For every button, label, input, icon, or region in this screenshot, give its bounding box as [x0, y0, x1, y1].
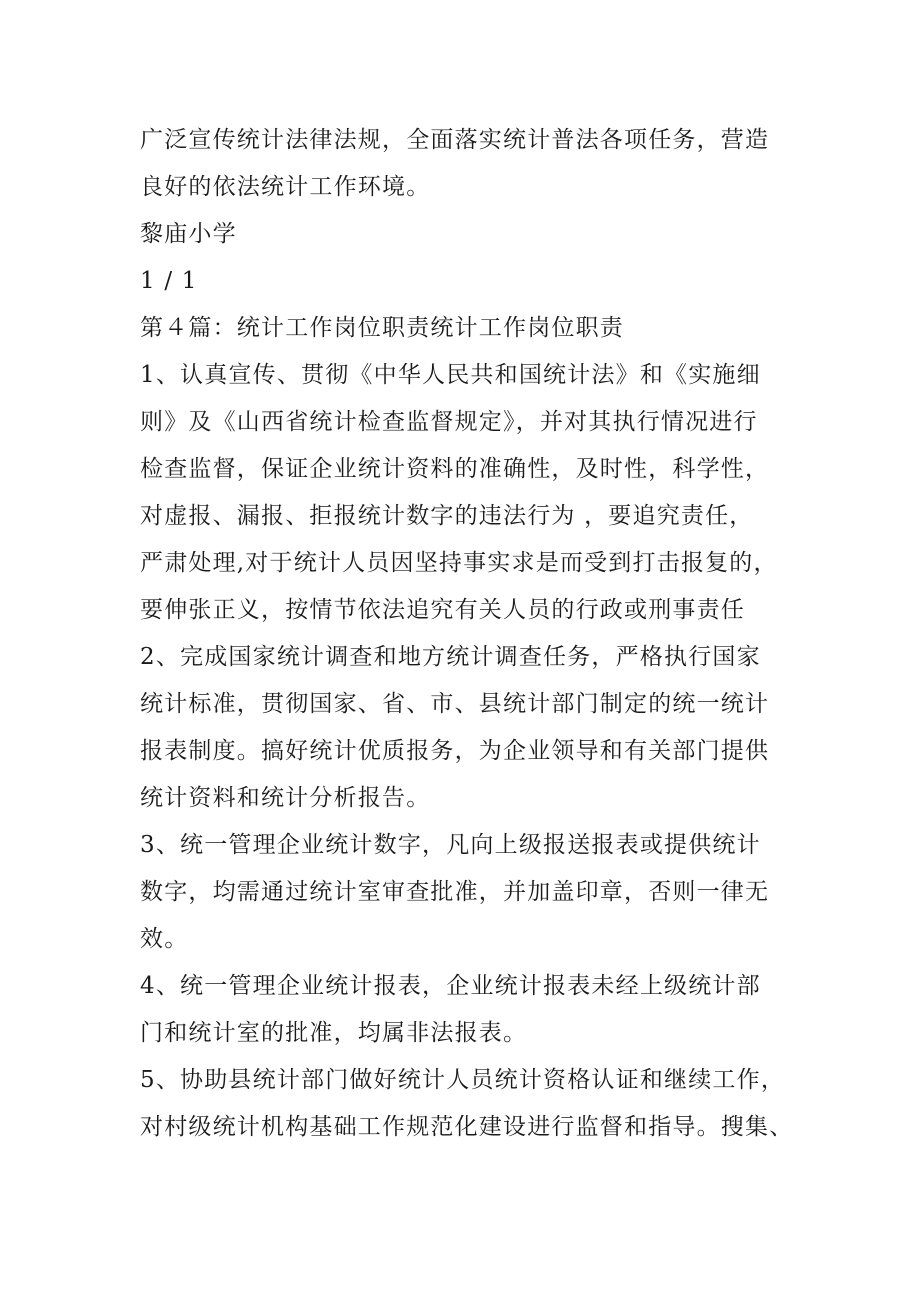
- text-line: 严肃处理,对于统计人员因坚持事实求是而受到打击报复的，: [140, 550, 778, 576]
- text-line: 4、统一管理企业统计报表，企业统计报表未经上级统计部: [140, 973, 761, 999]
- text-line: 则》及《山西省统计检查监督规定》，并对其执行情况进行: [140, 409, 758, 435]
- school-name: 黎庙小学: [140, 221, 237, 247]
- document-body: [140, 117, 820, 1151]
- text-line: 效。: [140, 926, 189, 952]
- page-number: 1 / 1: [140, 268, 198, 294]
- text-line: 广泛宣传统计法律法规，全面落实统计普法各项任务，营造: [140, 127, 770, 153]
- text-line: 对虚报、漏报、拒报统计数字的违法行为 ，要追究责任，: [140, 503, 754, 529]
- text-line: 良好的依法统计工作环境。: [140, 174, 431, 200]
- text-line: 统计标准，贯彻国家、省、市、县统计部门制定的统一统计: [140, 691, 770, 717]
- text-line: 统计资料和统计分析报告。: [140, 785, 431, 811]
- text-line: 2、完成国家统计调查和地方统计调查任务，严格执行国家: [140, 644, 761, 670]
- text-line: 对村级统计机构基础工作规范化建设进行监督和指导。搜集、: [140, 1114, 794, 1140]
- text-line: 3、统一管理企业统计数字，凡向上级报送报表或提供统计: [140, 832, 761, 858]
- text-line: 门和统计室的批准，均属非法报表。: [140, 1020, 528, 1046]
- text-line: 要伸张正义，按情节依法追究有关人员的行政或刑事责任: [140, 597, 745, 623]
- text-line: 5、协助县统计部门做好统计人员统计资格认证和继续工作，: [140, 1067, 786, 1093]
- section-heading: 第４篇：统计工作岗位职责统计工作岗位职责: [140, 315, 624, 341]
- text-line: 报表制度。搞好统计优质报务，为企业领导和有关部门提供: [140, 738, 770, 764]
- text-line: 检查监督，保证企业统计资料的准确性，及时性，科学性，: [140, 456, 770, 482]
- text-line: 数字，均需通过统计室审查批准，并加盖印章，否则一律无: [140, 879, 770, 905]
- text-line: 1、认真宣传、贯彻《中华人民共和国统计法》和《实施细: [140, 362, 761, 388]
